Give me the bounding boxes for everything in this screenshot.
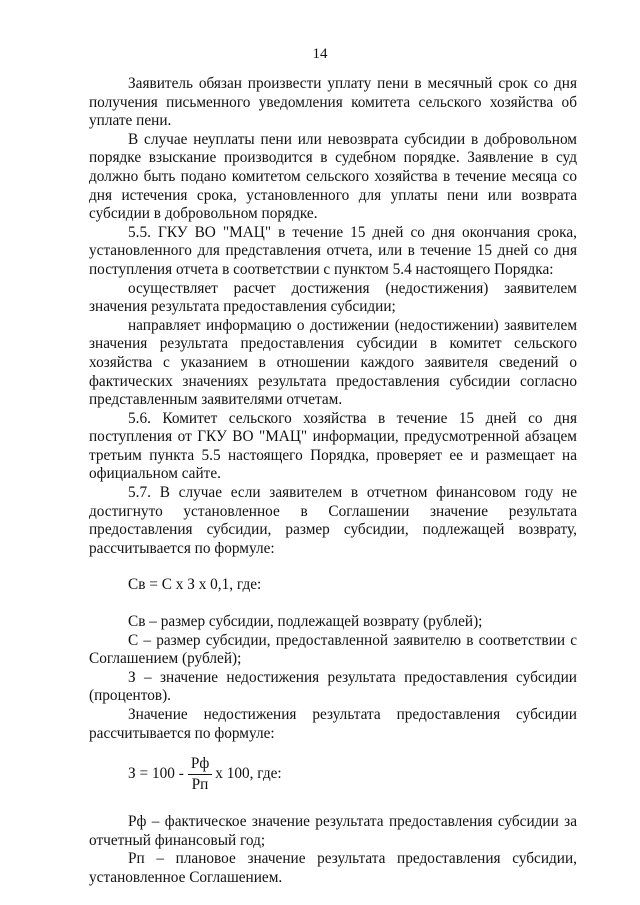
formula-shortfall-prefix: З = 100 - <box>128 764 184 782</box>
definition-z: З – значение недостижения результата предоставления субсидии (процентов). <box>89 668 577 705</box>
paragraph-5-6: 5.6. Комитет сельского хозяйства в течение 15 дней со дня поступления от ГКУ ВО "МАЦ" информации, предусмотренной абзацем третьим пункта 5.5 настоящего Порядка, проверяет ее и размещает на официальном сайте. <box>89 409 577 483</box>
page-number: 14 <box>312 46 328 62</box>
spacer <box>89 558 577 576</box>
paragraph-5-7: 5.7. В случае если заявителем в отчетном финансовом году не достигнуто установленное в Соглашении значение результата предоставления субсидии, размер субсидии, подлежащей возврату, рассчитывается по формуле: <box>89 484 577 557</box>
paragraph-5-5-information: направляет информацию о достижении (недостижении) заявителем значения результата предоставления субсидии в комитет сельского хозяйства с указанием в отношении каждого заявителя сведений о фактических значениях результата предоставления субсидии согласно представленным заявителями отчетам. <box>89 316 577 409</box>
formula-fraction <box>188 755 212 794</box>
formula-shortfall-suffix: х 100, где: <box>215 764 282 782</box>
definition-rp: Рп – плановое значение результата предоставления субсидии, установленное Соглашением. <box>89 850 577 886</box>
paragraph-court-recovery: В случае неуплаты пени или невозврата субсидии в добровольном порядке взыскание производится в судебном порядке. Заявление в суд должно быть подано комитетом сельского хозяйства в течение месяца со дня истечения срока, установленного для уплаты пени или возврата субсидии в добровольном порядке. <box>89 130 577 223</box>
fraction-denominator: Рп <box>191 775 209 793</box>
paragraph-shortfall-formula-intro: Значение недостижения результата предоставления субсидии рассчитывается по формуле: <box>89 706 577 742</box>
paragraph-5-5-calculation: осуществляет расчет достижения (недостижения) заявителем значения результата предоставления субсидии; <box>89 279 577 316</box>
spacer <box>89 595 577 613</box>
spacer <box>89 797 577 813</box>
definition-rf: Рф – фактическое значение результата предоставления субсидии за отчетный финансовый год; <box>89 813 577 849</box>
paragraph-5-5: 5.5. ГКУ ВО "МАЦ" в течение 15 дней со дня окончания срока, установленного для представления отчета, или в течение 15 дней со дня поступления отчета в соответствии с пунктом 5.4 настоящего Порядка: <box>89 223 577 278</box>
formula-shortfall <box>89 751 577 797</box>
fraction-numerator: Рф <box>188 755 212 775</box>
document-body <box>89 75 577 888</box>
paragraph-penalty-payment: Заявитель обязан произвести уплату пени в месячный срок со дня получения письменного уведомления комитета сельского хозяйства об уплате пени. <box>89 75 577 130</box>
definition-sv: Св – размер субсидии, подлежащей возврату (рублей); <box>128 613 483 631</box>
definition-s: С – размер субсидии, предоставленной заявителю в соответствии с Соглашением (рублей); <box>89 631 577 668</box>
formula-refund: Св = С х З х 0,1, где: <box>128 576 262 594</box>
spacer <box>89 743 577 751</box>
